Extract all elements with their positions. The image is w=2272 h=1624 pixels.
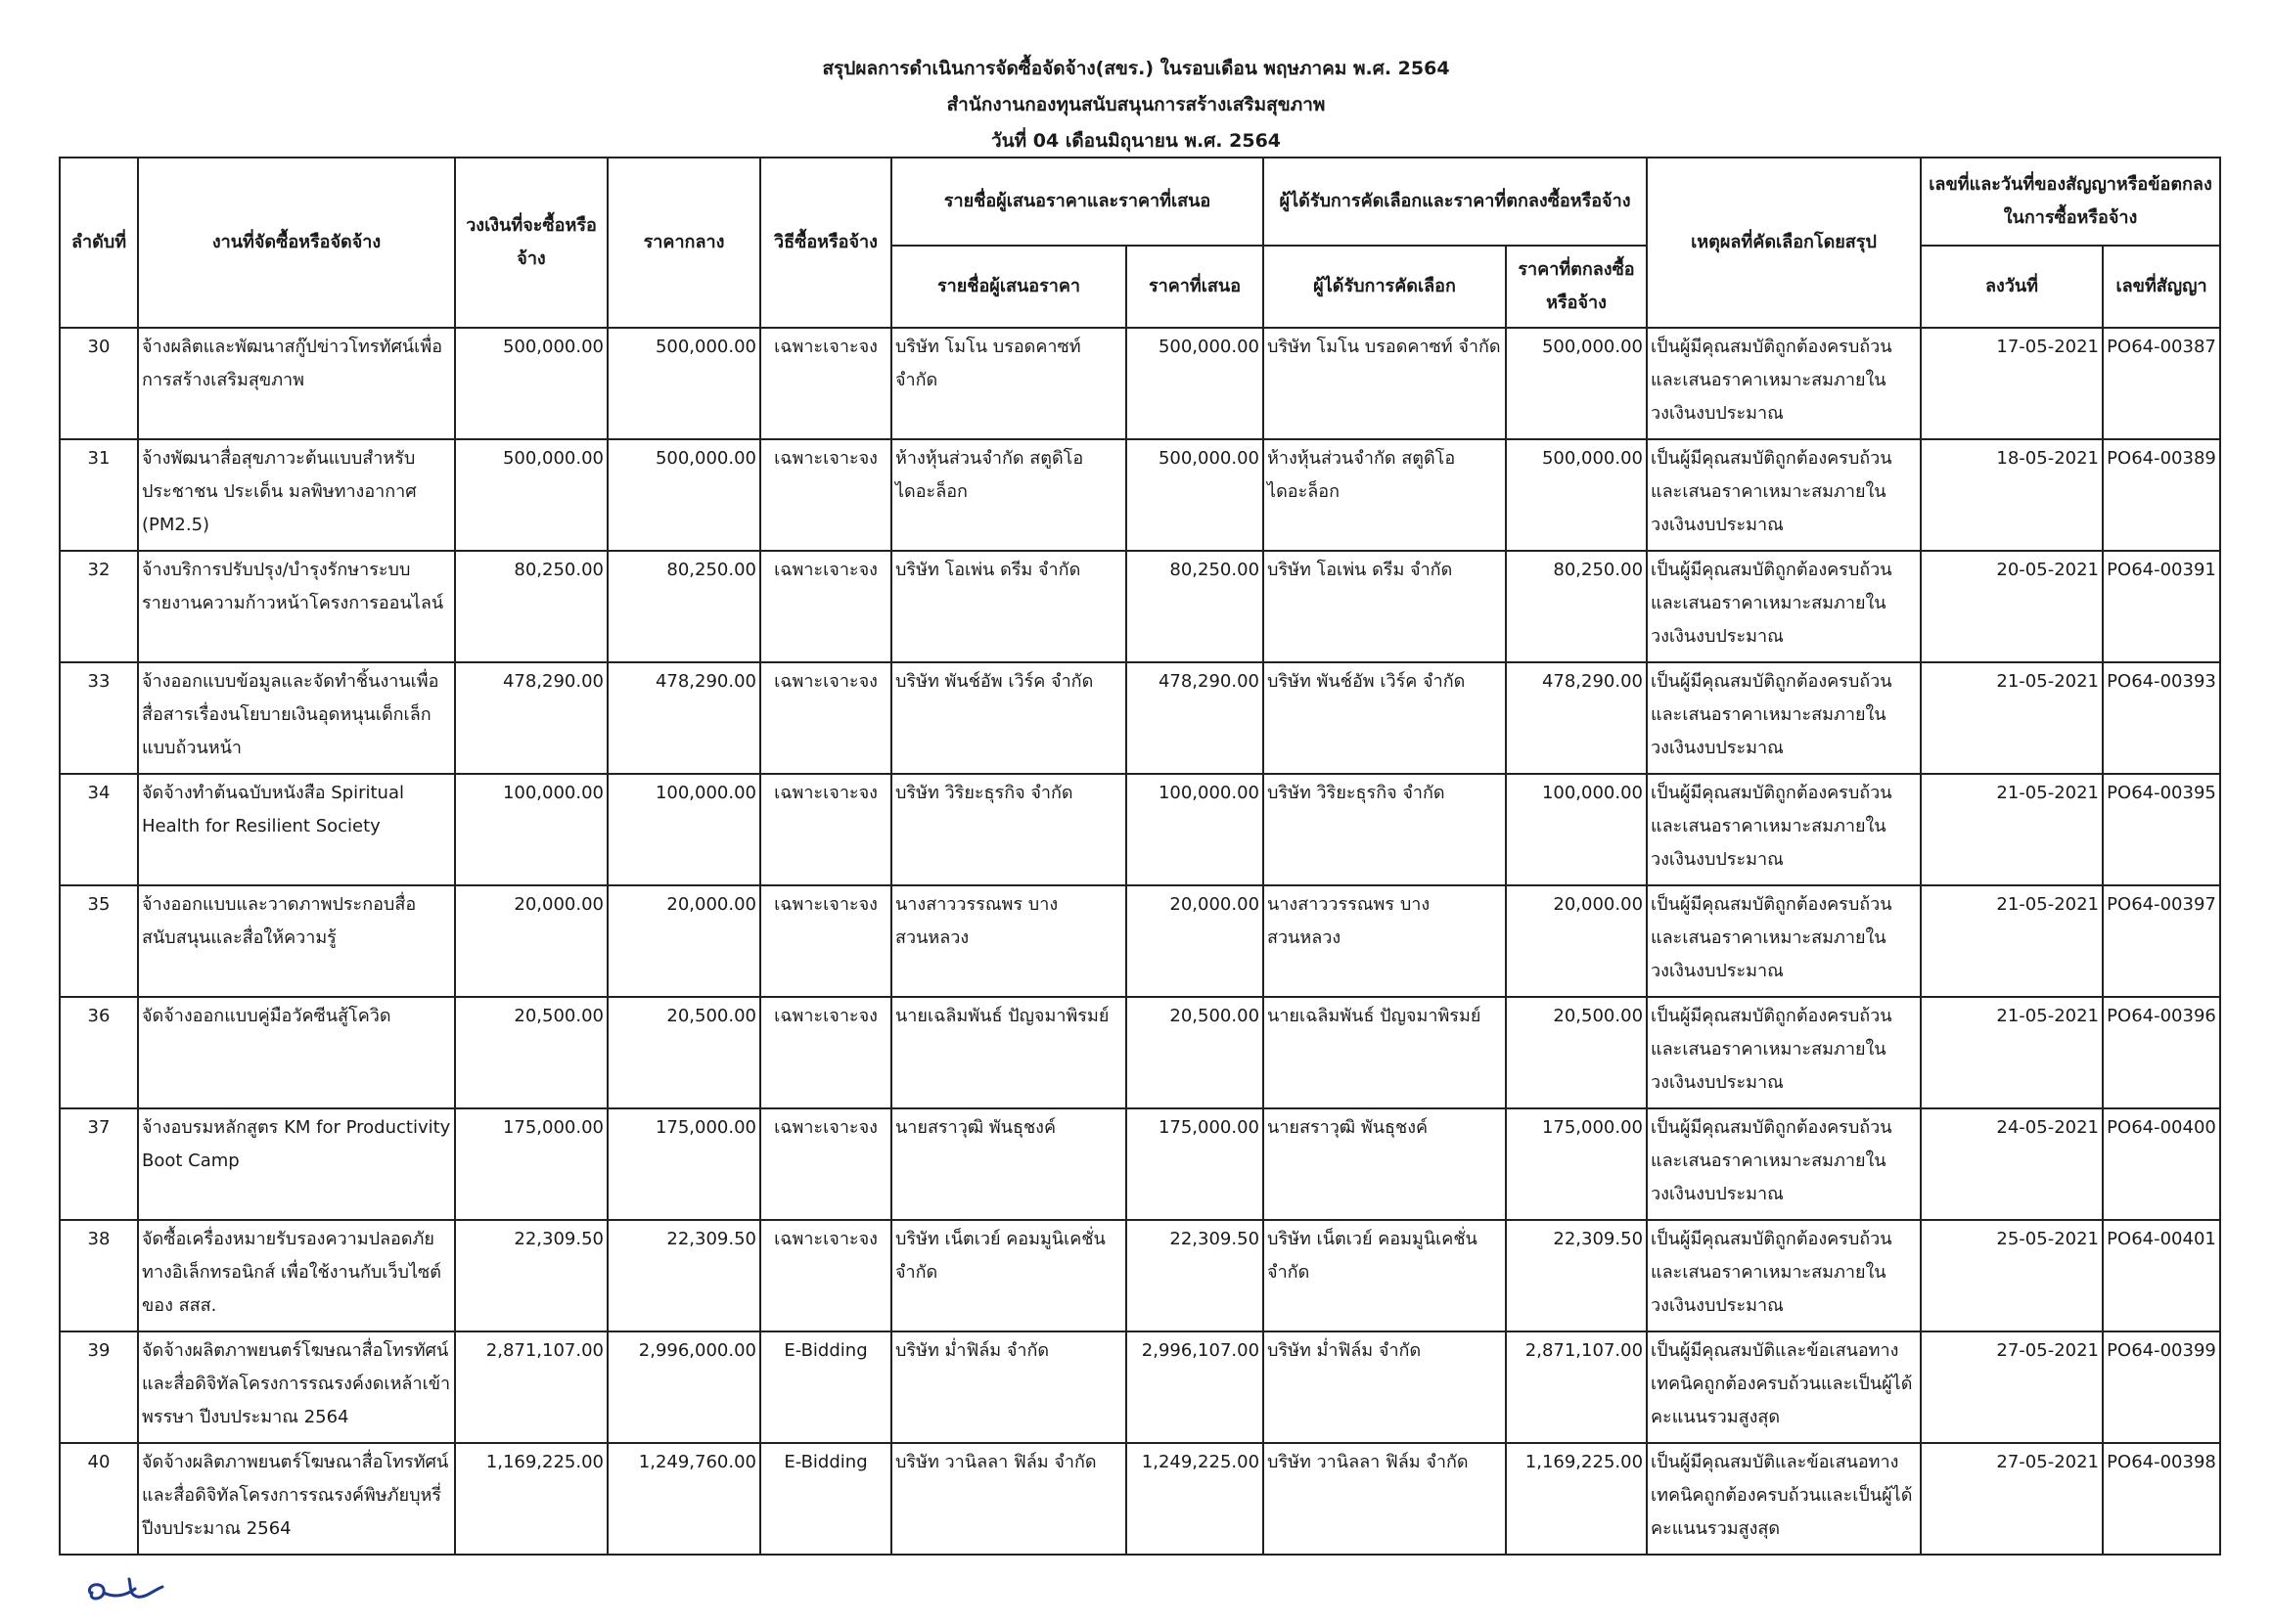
cell-method: เฉพาะเจาะจง <box>760 328 891 439</box>
cell-method: เฉพาะเจาะจง <box>760 439 891 551</box>
cell-contract-no: PO64-00399 <box>2103 1331 2220 1443</box>
cell-work: จ้างบริการปรับปรุง/บำรุงรักษาระบบรายงานความก้าวหน้าโครงการออนไลน์ <box>138 551 455 662</box>
col-header-contract-group: เลขที่และวันที่ของสัญญาหรือข้อตกลงในการซื้อหรือจ้าง <box>1921 158 2220 246</box>
report-title: สรุปผลการดำเนินการจัดซื้อจัดจ้าง(สขร.) ในรอบเดือน พฤษภาคม พ.ศ. 2564 <box>822 58 1450 79</box>
cell-method: เฉพาะเจาะจง <box>760 551 891 662</box>
cell-contract-no: PO64-00396 <box>2103 997 2220 1108</box>
cell-agreed-price: 80,250.00 <box>1506 551 1647 662</box>
col-header-work: งานที่จัดซื้อหรือจัดจ้าง <box>138 158 455 328</box>
cell-no: 40 <box>60 1443 138 1555</box>
cell-bidder-name: บริษัท วานิลลา ฟิล์ม จำกัด <box>891 1443 1126 1555</box>
cell-work: จัดจ้างออกแบบคู่มือวัคซีนสู้โควิด <box>138 997 455 1108</box>
col-header-no: ลำดับที่ <box>60 158 138 328</box>
cell-budget: 478,290.00 <box>455 662 608 774</box>
cell-bidder-name: นางสาววรรณพร บางสวนหลวง <box>891 885 1126 997</box>
cell-contract-date: 27-05-2021 <box>1921 1443 2103 1555</box>
cell-agreed-price: 20,000.00 <box>1506 885 1647 997</box>
cell-selected-name: บริษัท โมโน บรอดคาซท์ จำกัด <box>1263 328 1506 439</box>
cell-contract-no: PO64-00391 <box>2103 551 2220 662</box>
cell-work: จัดซื้อเครื่องหมายรับรองความปลอดภัยทางอิเล็กทรอนิกส์ เพื่อใช้งานกับเว็บไซต์ของ สสส. <box>138 1220 455 1331</box>
cell-bidder-name: ห้างหุ้นส่วนจำกัด สตูดิโอ ไดอะล็อก <box>891 439 1126 551</box>
cell-reason: เป็นผู้มีคุณสมบัติและข้อเสนอทางเทคนิคถูกต้องครบถ้วนและเป็นผู้ได้คะแนนรวมสูงสุด <box>1647 1331 1921 1443</box>
cell-contract-no: PO64-00395 <box>2103 774 2220 885</box>
cell-budget: 1,169,225.00 <box>455 1443 608 1555</box>
cell-agreed-price: 22,309.50 <box>1506 1220 1647 1331</box>
cell-bid-price: 20,500.00 <box>1126 997 1263 1108</box>
cell-median: 80,250.00 <box>608 551 760 662</box>
cell-work: จัดจ้างผลิตภาพยนตร์โฆษณาสื่อโทรทัศน์และสื่อดิจิทัลโครงการรณรงค์งดเหล้าเข้าพรรษา ปีงบประมาณ 2564 <box>138 1331 455 1443</box>
cell-selected-name: นายสราวุฒิ พันธุชงค์ <box>1263 1108 1506 1220</box>
cell-budget: 100,000.00 <box>455 774 608 885</box>
cell-contract-no: PO64-00400 <box>2103 1108 2220 1220</box>
col-header-selected-group: ผู้ได้รับการคัดเลือกและราคาที่ตกลงซื้อหรือจ้าง <box>1263 158 1647 246</box>
cell-bid-price: 175,000.00 <box>1126 1108 1263 1220</box>
cell-bidder-name: บริษัท โอเพ่น ดรีม จำกัด <box>891 551 1126 662</box>
table-row <box>60 1108 2220 1220</box>
cell-contract-date: 24-05-2021 <box>1921 1108 2103 1220</box>
cell-contract-date: 20-05-2021 <box>1921 551 2103 662</box>
cell-contract-date: 25-05-2021 <box>1921 1220 2103 1331</box>
cell-contract-no: PO64-00393 <box>2103 662 2220 774</box>
cell-median: 20,500.00 <box>608 997 760 1108</box>
col-header-reason: เหตุผลที่คัดเลือกโดยสรุป <box>1647 158 1921 328</box>
organization-name: สำนักงานกองทุนสนับสนุนการสร้างเสริมสุขภาพ <box>946 94 1326 115</box>
cell-method: เฉพาะเจาะจง <box>760 997 891 1108</box>
cell-bid-price: 500,000.00 <box>1126 439 1263 551</box>
cell-agreed-price: 100,000.00 <box>1506 774 1647 885</box>
cell-contract-no: PO64-00387 <box>2103 328 2220 439</box>
cell-bid-price: 1,249,225.00 <box>1126 1443 1263 1555</box>
cell-median: 500,000.00 <box>608 439 760 551</box>
cell-bid-price: 20,000.00 <box>1126 885 1263 997</box>
cell-bidder-name: บริษัท โมโน บรอดคาซท์ จำกัด <box>891 328 1126 439</box>
cell-median: 1,249,760.00 <box>608 1443 760 1555</box>
table-row <box>60 439 2220 551</box>
cell-no: 36 <box>60 997 138 1108</box>
cell-budget: 500,000.00 <box>455 439 608 551</box>
cell-agreed-price: 500,000.00 <box>1506 328 1647 439</box>
cell-contract-date: 21-05-2021 <box>1921 997 2103 1108</box>
cell-bid-price: 80,250.00 <box>1126 551 1263 662</box>
table-row <box>60 328 2220 439</box>
cell-no: 32 <box>60 551 138 662</box>
cell-budget: 175,000.00 <box>455 1108 608 1220</box>
cell-agreed-price: 500,000.00 <box>1506 439 1647 551</box>
cell-no: 34 <box>60 774 138 885</box>
cell-bidder-name: บริษัท เน็ตเวย์ คอมมูนิเคชั่น จำกัด <box>891 1220 1126 1331</box>
cell-bidder-name: บริษัท ม่ำฟิล์ม จำกัด <box>891 1331 1126 1443</box>
cell-budget: 20,000.00 <box>455 885 608 997</box>
cell-method: เฉพาะเจาะจง <box>760 885 891 997</box>
cell-bidder-name: บริษัท วิริยะธุรกิจ จำกัด <box>891 774 1126 885</box>
cell-agreed-price: 478,290.00 <box>1506 662 1647 774</box>
cell-median: 22,309.50 <box>608 1220 760 1331</box>
cell-method: เฉพาะเจาะจง <box>760 662 891 774</box>
cell-bidder-name: บริษัท พันช์อัพ เวิร์ค จำกัด <box>891 662 1126 774</box>
cell-no: 39 <box>60 1331 138 1443</box>
col-header-method: วิธีซื้อหรือจ้าง <box>760 158 891 328</box>
cell-contract-no: PO64-00398 <box>2103 1443 2220 1555</box>
cell-reason: เป็นผู้มีคุณสมบัติถูกต้องครบถ้วนและเสนอราคาเหมาะสมภายในวงเงินงบประมาณ <box>1647 774 1921 885</box>
cell-median: 500,000.00 <box>608 328 760 439</box>
cell-method: เฉพาะเจาะจง <box>760 774 891 885</box>
cell-no: 38 <box>60 1220 138 1331</box>
col-header-bidders-group: รายชื่อผู้เสนอราคาและราคาที่เสนอ <box>891 158 1263 246</box>
col-header-agreed-price: ราคาที่ตกลงซื้อหรือจ้าง <box>1506 246 1647 328</box>
cell-median: 478,290.00 <box>608 662 760 774</box>
cell-median: 2,996,000.00 <box>608 1331 760 1443</box>
cell-contract-date: 18-05-2021 <box>1921 439 2103 551</box>
cell-selected-name: บริษัท วานิลลา ฟิล์ม จำกัด <box>1263 1443 1506 1555</box>
table-row <box>60 1331 2220 1443</box>
cell-budget: 500,000.00 <box>455 328 608 439</box>
cell-work: จ้างอบรมหลักสูตร KM for Productivity Boot Camp <box>138 1108 455 1220</box>
cell-budget: 80,250.00 <box>455 551 608 662</box>
cell-method: เฉพาะเจาะจง <box>760 1220 891 1331</box>
cell-selected-name: บริษัท เน็ตเวย์ คอมมูนิเคชั่น จำกัด <box>1263 1220 1506 1331</box>
cell-contract-date: 21-05-2021 <box>1921 774 2103 885</box>
cell-contract-date: 17-05-2021 <box>1921 328 2103 439</box>
col-header-median: ราคากลาง <box>608 158 760 328</box>
table-row <box>60 774 2220 885</box>
cell-reason: เป็นผู้มีคุณสมบัติถูกต้องครบถ้วนและเสนอราคาเหมาะสมภายในวงเงินงบประมาณ <box>1647 328 1921 439</box>
cell-selected-name: บริษัท ม่ำฟิล์ม จำกัด <box>1263 1331 1506 1443</box>
cell-method: E-Bidding <box>760 1331 891 1443</box>
cell-work: จ้างออกแบบและวาดภาพประกอบสื่อสนับสนุนและสื่อให้ความรู้ <box>138 885 455 997</box>
cell-method: เฉพาะเจาะจง <box>760 1108 891 1220</box>
procurement-table <box>59 157 2221 1556</box>
cell-contract-no: PO64-00389 <box>2103 439 2220 551</box>
cell-reason: เป็นผู้มีคุณสมบัติและข้อเสนอทางเทคนิคถูกต้องครบถ้วนและเป็นผู้ได้คะแนนรวมสูงสุด <box>1647 1443 1921 1555</box>
col-header-contract-date: ลงวันที่ <box>1921 246 2103 328</box>
cell-work: จัดจ้างทำต้นฉบับหนังสือ Spiritual Health for Resilient Society <box>138 774 455 885</box>
cell-selected-name: นายเฉลิมพันธ์ ปัญจมาพิรมย์ <box>1263 997 1506 1108</box>
cell-method: E-Bidding <box>760 1443 891 1555</box>
cell-reason: เป็นผู้มีคุณสมบัติถูกต้องครบถ้วนและเสนอราคาเหมาะสมภายในวงเงินงบประมาณ <box>1647 551 1921 662</box>
cell-agreed-price: 175,000.00 <box>1506 1108 1647 1220</box>
cell-contract-no: PO64-00397 <box>2103 885 2220 997</box>
cell-bidder-name: นายสราวุฒิ พันธุชงค์ <box>891 1108 1126 1220</box>
cell-no: 30 <box>60 328 138 439</box>
report-date: วันที่ 04 เดือนมิถุนายน พ.ศ. 2564 <box>990 130 1282 152</box>
cell-bidder-name: นายเฉลิมพันธ์ ปัญจมาพิรมย์ <box>891 997 1126 1108</box>
col-header-bidder-name: รายชื่อผู้เสนอราคา <box>891 246 1126 328</box>
cell-reason: เป็นผู้มีคุณสมบัติถูกต้องครบถ้วนและเสนอราคาเหมาะสมภายในวงเงินงบประมาณ <box>1647 1108 1921 1220</box>
cell-no: 33 <box>60 662 138 774</box>
cell-reason: เป็นผู้มีคุณสมบัติถูกต้องครบถ้วนและเสนอราคาเหมาะสมภายในวงเงินงบประมาณ <box>1647 997 1921 1108</box>
cell-work: จ้างผลิตและพัฒนาสกู๊ปข่าวโทรทัศน์เพื่อการสร้างเสริมสุขภาพ <box>138 328 455 439</box>
cell-work: จ้างพัฒนาสื่อสุขภาวะต้นแบบสำหรับประชาชน ประเด็น มลพิษทางอากาศ (PM2.5) <box>138 439 455 551</box>
col-header-bid-price: ราคาที่เสนอ <box>1126 246 1263 328</box>
cell-work: จัดจ้างผลิตภาพยนตร์โฆษณาสื่อโทรทัศน์และสื่อดิจิทัลโครงการรณรงค์พิษภัยบุหรี่ ปีงบประมาณ 2564 <box>138 1443 455 1555</box>
cell-agreed-price: 1,169,225.00 <box>1506 1443 1647 1555</box>
cell-contract-date: 21-05-2021 <box>1921 885 2103 997</box>
cell-budget: 2,871,107.00 <box>455 1331 608 1443</box>
cell-contract-date: 21-05-2021 <box>1921 662 2103 774</box>
cell-median: 175,000.00 <box>608 1108 760 1220</box>
cell-no: 37 <box>60 1108 138 1220</box>
cell-bid-price: 2,996,107.00 <box>1126 1331 1263 1443</box>
cell-selected-name: ห้างหุ้นส่วนจำกัด สตูดิโอ ไดอะล็อก <box>1263 439 1506 551</box>
cell-selected-name: นางสาววรรณพร บางสวนหลวง <box>1263 885 1506 997</box>
cell-work: จ้างออกแบบข้อมูลและจัดทำชิ้นงานเพื่อสื่อสารเรื่องนโยบายเงินอุดหนุนเด็กเล็กแบบถ้วนหน้า <box>138 662 455 774</box>
cell-budget: 20,500.00 <box>455 997 608 1108</box>
cell-bid-price: 500,000.00 <box>1126 328 1263 439</box>
col-header-budget: วงเงินที่จะซื้อหรือจ้าง <box>455 158 608 328</box>
cell-median: 20,000.00 <box>608 885 760 997</box>
table-row <box>60 1443 2220 1555</box>
cell-agreed-price: 20,500.00 <box>1506 997 1647 1108</box>
cell-contract-date: 27-05-2021 <box>1921 1331 2103 1443</box>
col-header-contract-no: เลขที่สัญญา <box>2103 246 2220 328</box>
cell-reason: เป็นผู้มีคุณสมบัติถูกต้องครบถ้วนและเสนอราคาเหมาะสมภายในวงเงินงบประมาณ <box>1647 885 1921 997</box>
cell-median: 100,000.00 <box>608 774 760 885</box>
cell-bid-price: 478,290.00 <box>1126 662 1263 774</box>
cell-budget: 22,309.50 <box>455 1220 608 1331</box>
cell-no: 31 <box>60 439 138 551</box>
table-row <box>60 997 2220 1108</box>
table-row <box>60 885 2220 997</box>
cell-reason: เป็นผู้มีคุณสมบัติถูกต้องครบถ้วนและเสนอราคาเหมาะสมภายในวงเงินงบประมาณ <box>1647 662 1921 774</box>
handwritten-signature-icon <box>84 1569 172 1608</box>
cell-agreed-price: 2,871,107.00 <box>1506 1331 1647 1443</box>
cell-selected-name: บริษัท พันช์อัพ เวิร์ค จำกัด <box>1263 662 1506 774</box>
table-row <box>60 662 2220 774</box>
cell-bid-price: 22,309.50 <box>1126 1220 1263 1331</box>
col-header-selected-name: ผู้ได้รับการคัดเลือก <box>1263 246 1506 328</box>
table-row <box>60 1220 2220 1331</box>
cell-no: 35 <box>60 885 138 997</box>
document-header <box>0 51 2272 159</box>
cell-reason: เป็นผู้มีคุณสมบัติถูกต้องครบถ้วนและเสนอราคาเหมาะสมภายในวงเงินงบประมาณ <box>1647 1220 1921 1331</box>
cell-selected-name: บริษัท วิริยะธุรกิจ จำกัด <box>1263 774 1506 885</box>
table-row <box>60 551 2220 662</box>
cell-contract-no: PO64-00401 <box>2103 1220 2220 1331</box>
cell-bid-price: 100,000.00 <box>1126 774 1263 885</box>
cell-reason: เป็นผู้มีคุณสมบัติถูกต้องครบถ้วนและเสนอราคาเหมาะสมภายในวงเงินงบประมาณ <box>1647 439 1921 551</box>
cell-selected-name: บริษัท โอเพ่น ดรีม จำกัด <box>1263 551 1506 662</box>
